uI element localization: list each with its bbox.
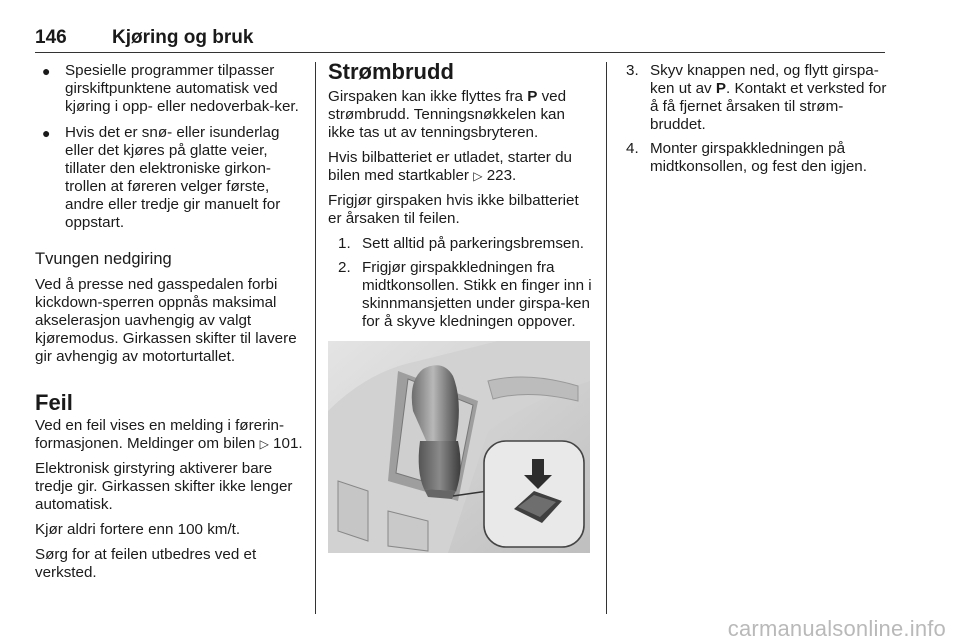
subheading-kickdown: Tvungen nedgiring bbox=[35, 250, 172, 268]
fault-paragraph-1 bbox=[35, 417, 303, 453]
bullet-item bbox=[35, 62, 303, 116]
watermark: carmanualsonline.info bbox=[727, 616, 946, 641]
list-item bbox=[338, 259, 594, 331]
pointer-ref-icon: ▷ bbox=[473, 169, 483, 183]
gear-shift-illustration bbox=[328, 341, 590, 553]
step-text: Sett alltid på parkeringsbremsen. bbox=[362, 235, 585, 252]
step-number: 4. bbox=[626, 140, 639, 157]
bullet-item bbox=[35, 124, 303, 232]
pointer-ref-icon: ▷ bbox=[259, 437, 269, 451]
step-text-part: Skyv knappen ned, og flytt girspa-ken ut av bbox=[650, 62, 879, 97]
list-item bbox=[626, 62, 888, 134]
heading-fault: Feil bbox=[35, 390, 73, 415]
step-text: Frigjør girspakkledningen fra midtkonsollen. Stikk en finger inn i skinnmansjetten under girspa-ken for å skyve kledningen oppover. bbox=[362, 259, 592, 330]
column-left bbox=[35, 62, 303, 589]
bullet-text: Hvis det er snø- eller isunderlag eller det kjøres på glatte veier, tillater den elektroniske girkon-trollen at føreren velger første, andre eller tredje gir manuelt for oppstart. bbox=[65, 124, 281, 231]
list-item bbox=[626, 140, 888, 176]
release-paragraph: Frigjør girspaken hvis ikke bilbatteriet er årsaken til feilen. bbox=[328, 192, 579, 227]
step-number: 1. bbox=[338, 235, 351, 252]
fault-text: Ved en feil vises en melding i førerin-formasjonen. Meldinger om bilen bbox=[35, 417, 285, 452]
step-number: 2. bbox=[338, 259, 351, 276]
column-divider-2 bbox=[606, 62, 607, 614]
fault-paragraph-4: Sørg for at feilen utbedres ved et verksted. bbox=[35, 546, 257, 581]
column-right bbox=[626, 62, 888, 182]
step-text: Monter girspakkledningen på midtkonsollen, og fest den igjen. bbox=[650, 140, 867, 175]
kickdown-paragraph: Ved å presse ned gasspedalen forbi kickdown-sperren oppnås maksimal akselerasjon uavhengig av valgt kjøremodus. Girkassen skifter til lavere gir avhengig av motorturtallet. bbox=[35, 276, 297, 365]
park-label: P bbox=[527, 88, 538, 105]
page-reference-link[interactable]: 223. bbox=[486, 167, 517, 184]
fault-paragraph-2: Elektronisk girstyring aktiverer bare tredje gir. Girkassen skifter ikke lenger automatisk. bbox=[35, 460, 293, 513]
fault-paragraph-3: Kjør aldri fortere enn 100 km/t. bbox=[35, 521, 241, 538]
step-text-part: . Kontakt et verksted for å få fjernet årsaken til strøm-bruddet. bbox=[650, 80, 887, 133]
intro-paragraph bbox=[328, 88, 594, 142]
column-middle bbox=[328, 59, 594, 553]
page-number: 146 bbox=[35, 27, 67, 48]
intro-text: Girspaken kan ikke flyttes fra bbox=[328, 88, 528, 105]
steps-list bbox=[328, 235, 594, 331]
bullet-icon: ● bbox=[42, 125, 51, 141]
battery-paragraph bbox=[328, 149, 594, 185]
bullet-icon: ● bbox=[42, 63, 51, 79]
page-header bbox=[35, 27, 885, 53]
intro-text-rest: ved strømbrudd. Tenningsnøkkelen kan ikke tas ut av tenningsbryteren. bbox=[328, 88, 567, 141]
list-item bbox=[338, 235, 594, 253]
step-text bbox=[650, 62, 886, 133]
page-reference-link[interactable]: 101. bbox=[273, 435, 303, 452]
step-number: 3. bbox=[626, 62, 639, 79]
header-rule bbox=[35, 52, 885, 53]
heading-power-failure: Strømbrudd bbox=[328, 59, 454, 84]
bullet-text: Spesielle programmer tilpasser girskiftpunktene automatisk ved kjøring i opp- eller nedoverbak-ker. bbox=[65, 62, 299, 115]
chapter-title: Kjøring og bruk bbox=[112, 27, 254, 48]
battery-text: Hvis bilbatteriet er utladet, starter du bilen med startkabler bbox=[328, 149, 572, 184]
park-label: P bbox=[715, 80, 726, 97]
column-divider-1 bbox=[315, 62, 316, 614]
